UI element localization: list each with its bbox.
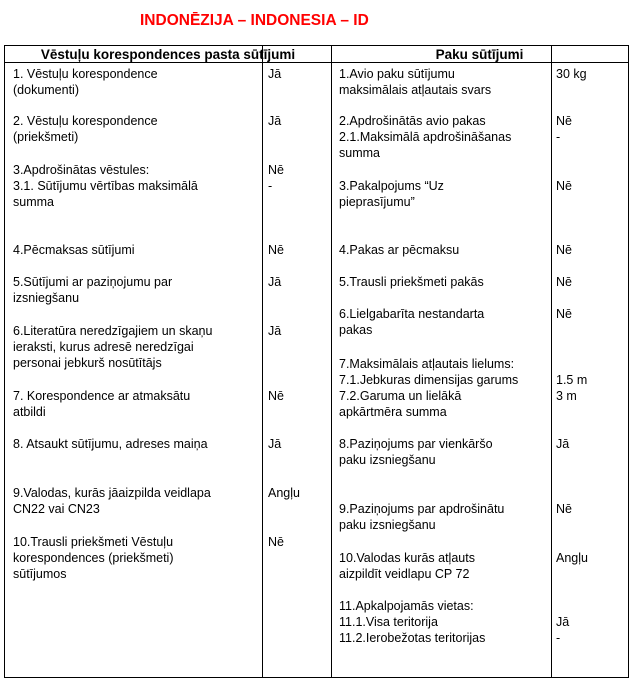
left-row-text: 1. Vēstuļu korespondence [13,67,158,81]
left-row-text: ieraksti, kurus adresē neredzīgai [13,340,194,354]
left-row-value: Angļu [268,486,300,500]
left-row-value: Jā [268,67,282,81]
right-row-text: 1.Avio paku sūtījumu [339,67,455,81]
right-row-text: 7.1.Jebkuras dimensijas garums [339,373,519,387]
left-row-value: Jā [268,324,282,338]
right-row-value: Nē [556,307,572,321]
left-row-text: 8. Atsaukt sūtījumu, adreses maiņa [13,437,208,451]
right-row-text: pakas [339,323,373,337]
left-row-text: 4.Pēcmaksas sūtījumi [13,243,135,257]
right-row-value: Nē [556,502,572,516]
left-row-text: 6.Literatūra neredzīgajiem un skaņu [13,324,213,338]
left-row-text: 3.Apdrošinātas vēstules: [13,163,150,177]
left-row-text: (dokumenti) [13,83,79,97]
right-row-value: Angļu [556,551,588,565]
right-row-text: 6.Lielgabarīta nestandarta [339,307,485,321]
right-row-value: Nē [556,114,572,128]
right-row-text: 4.Pakas ar pēcmaksu [339,243,460,257]
right-row-text: 11.2.Ierobežotas teritorijas [339,631,486,645]
column-divider [331,46,332,677]
right-row-text: apkārtmēra summa [339,405,447,419]
right-row-value: 30 kg [556,67,587,81]
right-row-text: 7.Maksimālais atļautais lielums: [339,357,515,371]
column-divider [551,46,552,677]
right-row-value: Nē [556,243,572,257]
right-row-text: 2.1.Maksimālā apdrošināšanas [339,130,512,144]
left-row-value: Jā [268,275,282,289]
right-row-value: Nē [556,179,572,193]
left-row-text: personai jebkurš nosūtītājs [13,356,162,370]
left-row-text: (priekšmeti) [13,130,79,144]
left-row-text: 5.Sūtījumi ar paziņojumu par [13,275,173,289]
left-row-text: sūtījumos [13,567,67,581]
right-row-value: - [556,130,561,144]
left-row-value: Nē [268,243,284,257]
right-row-text: 11.Apkalpojamās vietas: [339,599,474,613]
left-header: Vēstuļu korespondences pasta sūtījumi [40,47,296,62]
left-row-value: Nē [268,163,284,177]
right-header: Paku sūtījumi [435,47,524,62]
right-row-text: maksimālais atļautais svars [339,83,492,97]
left-row-text: izsniegšanu [13,291,80,305]
left-row-value: Jā [268,437,282,451]
left-row-text: summa [13,195,54,209]
right-row-text: 11.1.Visa teritorija [339,615,438,629]
left-row-text: korespondences (priekšmeti) [13,551,174,565]
left-row-text: 7. Korespondence ar atmaksātu [13,389,191,403]
right-row-text: 7.2.Garuma un lielākā [339,389,462,403]
right-row-value: Nē [556,275,572,289]
left-row-value: - [268,179,273,193]
page-title: INDONĒZIJA – INDONESIA – ID [140,12,369,29]
left-row-text: 9.Valodas, kurās jāaizpilda veidlapa [13,486,211,500]
left-row-text: atbildi [13,405,46,419]
left-row-text: 2. Vēstuļu korespondence [13,114,158,128]
left-row-text: 3.1. Sūtījumu vērtības maksimālā [13,179,198,193]
right-row-text: 8.Paziņojums par vienkāršo [339,437,493,451]
right-row-value: 3 m [556,389,577,403]
left-row-text: CN22 vai CN23 [13,502,100,516]
right-row-text: paku izsniegšanu [339,453,436,467]
right-row-text: paku izsniegšanu [339,518,436,532]
right-row-text: 10.Valodas kurās atļauts [339,551,475,565]
left-row-value: Jā [268,114,282,128]
right-row-text: 9.Paziņojums par apdrošinātu [339,502,505,516]
right-row-value: 1.5 m [556,373,588,387]
right-row-text: 2.Apdrošinātās avio pakas [339,114,486,128]
header-divider [5,62,628,63]
left-row-value: Nē [268,535,284,549]
right-row-value: Jā [556,437,570,451]
right-row-value: Jā [556,615,570,629]
right-row-text: pieprasījumu” [339,195,415,209]
right-row-text: 3.Pakalpojums “Uz [339,179,444,193]
right-row-text: 5.Trausli priekšmeti pakās [339,275,484,289]
column-divider [262,46,263,677]
right-row-text: aizpildīt veidlapu CP 72 [339,567,470,581]
right-row-text: summa [339,146,380,160]
right-row-value: - [556,631,561,645]
left-row-value: Nē [268,389,284,403]
left-row-text: 10.Trausli priekšmeti Vēstuļu [13,535,174,549]
info-table [4,45,629,678]
